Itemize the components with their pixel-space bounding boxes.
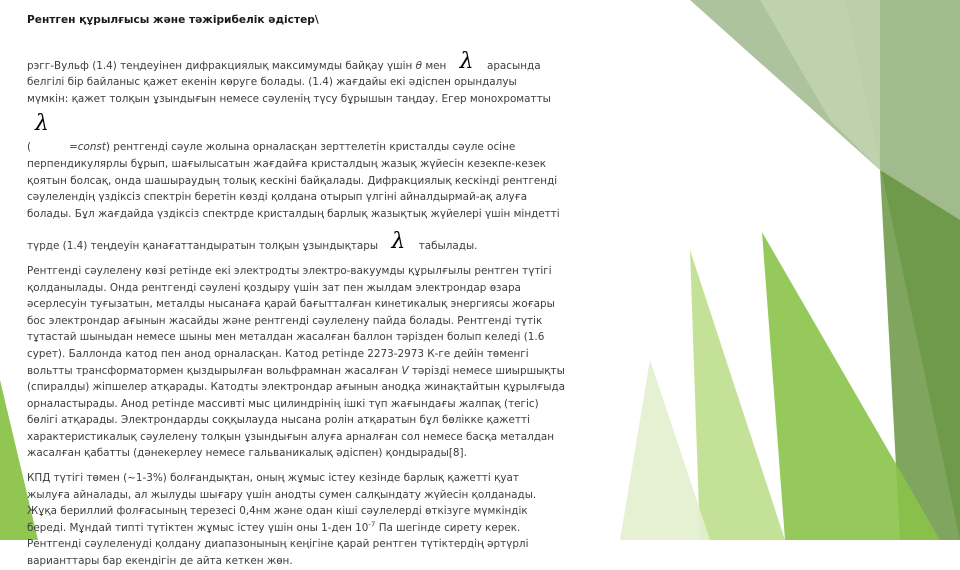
para1-line-4: ( =const) рентгенді сәуле жолына орналасқан зерттелетін кристалды сәуле осіне — [27, 141, 516, 154]
document-body — [27, 12, 627, 570]
para3-line-2: жылуға айналады, ал жылуды шығару үшін анодты сумен салқындату жүйесін қолданады. — [27, 488, 537, 501]
lambda-symbol-inline: λ — [391, 229, 406, 255]
para2-line: (спиралды) жіпшелер атқарады. Катодты электрондар ағынын анодқа жинақтайтын құрылғыда — [27, 381, 565, 394]
para2-line: әсерлесуін туғызатын, металды нысанаға қарай бағытталған кинетикалық энергиясы жоғары — [27, 298, 555, 311]
lambda-symbol: λ — [459, 48, 474, 74]
para2-line: қолданылады. Онда рентгенді сәулені қоздыру үшін зат пен жылдам электрондар өзара — [27, 281, 521, 294]
para2-line: вольтты трансформатормен қыздырылған вольфрамнан жасалған V тәрізді немесе шиыршықты — [27, 364, 565, 377]
para2-line: тұтастай шыныдан немесе шыны мен металдан жасалған баллон тәрізден болып келеді (1.6 — [27, 331, 545, 344]
paragraph-3 — [27, 470, 627, 570]
para1-line-7: сәулелендің үздіксіз спектрін беретін көзді қолдана отырып үлгіні айналдырмай-ақ алуға — [27, 191, 528, 204]
para3-line-1: КПД түтігі төмен (~1-3%) болғандықтан, оның жұмыс істеу кезінде барлық қажетті қуат — [27, 472, 519, 485]
para3-line-3: Жұқа бериллий фолғасының терезесі 0,4нм және одан кіші сәулелерді өткізуге мүмкіндік — [27, 505, 528, 518]
para3-line-6: варианттары бар екендігін де айта кеткен жөн. — [27, 555, 293, 568]
para2-line: Рентгенді сәулелену көзі ретінде екі электродты электро-вакуумды құрылғылы рентген түтігі — [27, 264, 552, 277]
para2-line: бос электрондар ағынын жасайды және рентгенді сәулелену пайда болады. Рентгенді түтік — [27, 314, 543, 327]
para1-line-5: перпендикулярлы бұрып, шағылысатын жағдайға кристалдың жазық жүйесін кезекпе-кезек — [27, 157, 546, 170]
document-title: Рентген құрылғысы және тәжірибелік әдістер\ — [27, 14, 319, 26]
para2-line: бөлігі атқарады. Электрондарды соққылауда нысана ролін атқаратын бұл бөлікке қажетті — [27, 414, 530, 427]
para1-line-6: қоятын болсақ, онда шашыраудың толық кескіні байқалады. Дифракциялық кескінді рентгенді — [27, 174, 558, 187]
para3-line-5: Рентгенді сәулеленуді қолдану диапазонының кеңігіне қарай рентген түтіктердің әртүрлі — [27, 538, 529, 551]
para1-line-9: түрде (1.4) теңдеуін қанағаттандыратын толқын ұзындықтары λ табылады. — [27, 229, 478, 255]
paragraph-2 — [27, 263, 627, 462]
para1-line-8: болады. Бұл жағдайда үздіксіз спектрде кристалдың барлық жазықтық жүйелері үшін міндетті — [27, 207, 560, 220]
para2-line: сурет). Баллонда катод пен анод орналасқан. Катод ретінде 2273-2973 К-ге дейін төменгі — [27, 347, 529, 360]
para1-line-2: белгілі бір байланыс қажет екенін көруге болады. (1.4) жағдайы екі әдіспен орындалуы — [27, 76, 517, 89]
lambda-symbol-block: λ — [35, 111, 49, 137]
para1-line-3: мүмкін: қажет толқын ұзындығын немесе сәуленің түсу бұрышын таңдау. Егер монохроматты — [27, 92, 551, 105]
para2-line: орналастырады. Анод ретінде массивті мыс цилиндрінің ішкі түп жағындағы жалпақ (тегіс) — [27, 397, 539, 410]
para1-line-1: рэгг-Вульф (1.4) теңдеуінен дифракциялық максимумды байқау үшін θ мен λ арасында — [27, 48, 541, 74]
para2-line: характеристикалық сәулелену толқын ұзындығын алуға арналған сол немесе басқа металдан — [27, 430, 555, 443]
para3-line-4: береді. Мұндай типті түтіктен жұмыс істеу үшін оны 1-ден $10^{-7}$ Па шегінде сирету керек. — [27, 520, 521, 534]
para2-line: жасалған қабатты (дәнекерлеу немесе гальваникалық әдіспен) қондырады[8]. — [27, 447, 467, 460]
paragraph-1 — [27, 48, 627, 255]
theta-symbol: θ — [415, 59, 422, 72]
deco-top-shine — [760, 0, 880, 170]
